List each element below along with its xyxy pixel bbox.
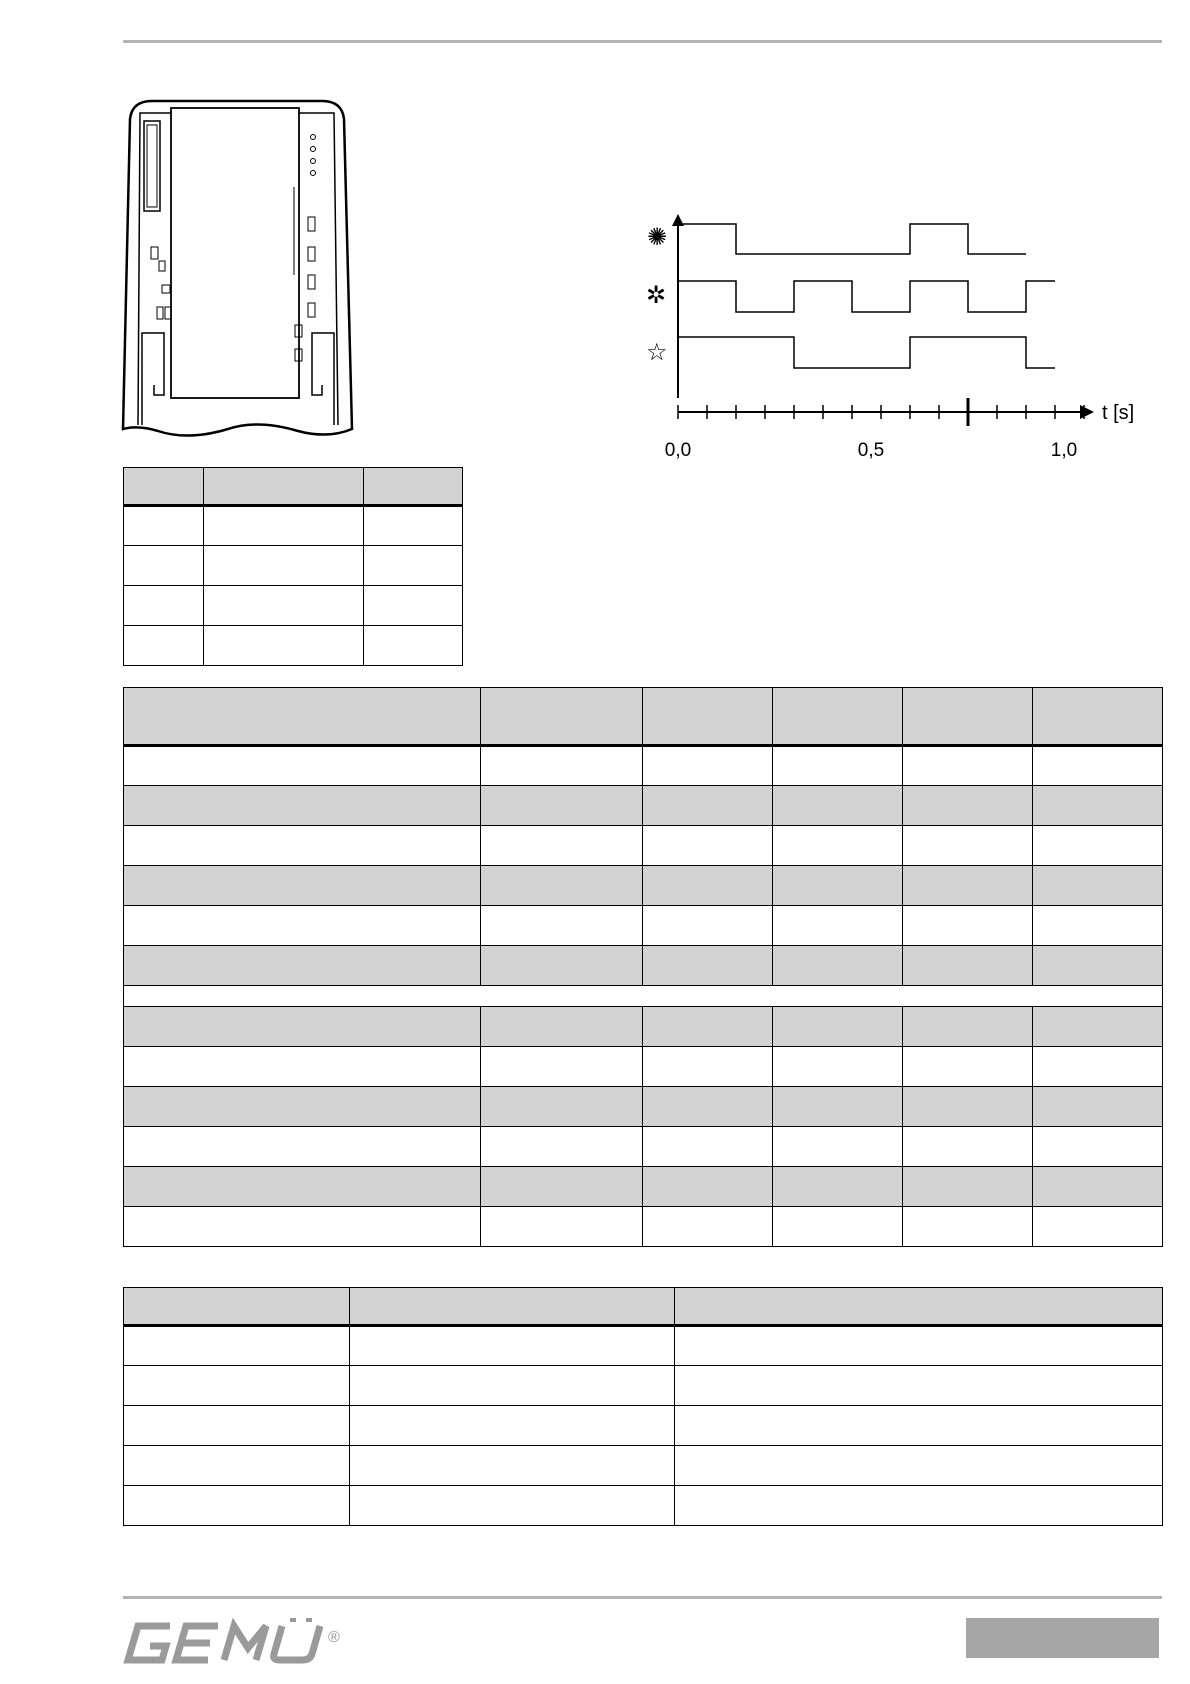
table-cell (481, 688, 643, 746)
table-cell (643, 826, 773, 866)
table-cell (643, 946, 773, 986)
table-cell (124, 746, 481, 786)
table-cell (481, 786, 643, 826)
table-cell (124, 1047, 481, 1087)
table-cell (1033, 1127, 1163, 1167)
table-cell (364, 506, 463, 546)
x-tick-label-mid: 0,5 (857, 440, 885, 461)
table-row (124, 1127, 1163, 1167)
table-row (124, 506, 463, 546)
table-cell (124, 1446, 350, 1486)
table-cell (1033, 1007, 1163, 1047)
table-cell (773, 826, 903, 866)
registered-mark: ® (328, 1629, 340, 1646)
table-row (124, 1366, 1163, 1406)
table-cell (481, 946, 643, 986)
table-cell (773, 746, 903, 786)
table-cell (903, 866, 1033, 906)
table-cell (903, 906, 1033, 946)
table-header-row (124, 468, 463, 506)
table-cell (903, 1207, 1033, 1247)
table-cell (1033, 1207, 1163, 1247)
table-cell (124, 468, 204, 506)
table-cell (773, 1167, 903, 1207)
table-cell (903, 786, 1033, 826)
table-cell (124, 1127, 481, 1167)
table-row (124, 1406, 1163, 1446)
table-cell (350, 1486, 675, 1526)
table-cell (675, 1486, 1163, 1526)
table-cell (124, 1486, 350, 1526)
small-table (123, 467, 463, 666)
table-cell (643, 866, 773, 906)
signal-icons (646, 223, 668, 366)
table-cell (643, 1007, 773, 1047)
table-cell (124, 626, 204, 666)
table-cell (204, 626, 364, 666)
table-cell (124, 866, 481, 906)
table-cell (675, 1366, 1163, 1406)
table-cell (675, 1406, 1163, 1446)
bottom-table (123, 1287, 1163, 1526)
table-row (124, 1007, 1163, 1047)
table-cell (124, 1087, 481, 1127)
table-cell (773, 1087, 903, 1127)
table-row (124, 906, 1163, 946)
table-cell (643, 688, 773, 746)
led-fast-flash-icon: ✲ (646, 281, 667, 309)
table-cell (204, 586, 364, 626)
table-row (124, 1326, 1163, 1366)
table-cell (773, 786, 903, 826)
table-cell (773, 1207, 903, 1247)
table-cell (350, 1288, 675, 1326)
table-cell (903, 746, 1033, 786)
table-cell (903, 946, 1033, 986)
table-cell (675, 1288, 1163, 1326)
table-row (124, 546, 463, 586)
table-cell (903, 1047, 1033, 1087)
table-cell (643, 906, 773, 946)
table-cell (124, 906, 481, 946)
table-cell (903, 688, 1033, 746)
table-cell (643, 786, 773, 826)
main-table (123, 687, 1163, 1247)
gemu-logo (120, 1618, 380, 1668)
table-cell (1033, 906, 1163, 946)
table-cell (364, 468, 463, 506)
table-cell (643, 746, 773, 786)
table-row (124, 866, 1163, 906)
table-cell (481, 906, 643, 946)
table-cell (643, 1087, 773, 1127)
signal-trace-led-fast-flash (678, 281, 1055, 312)
table-cell (1033, 1087, 1163, 1127)
table-cell (481, 1167, 643, 1207)
signal-trace-led-on (678, 224, 1026, 254)
table-cell (1033, 946, 1163, 986)
table-cell (350, 1366, 675, 1406)
table-cell (124, 1007, 481, 1047)
x-tick-label-end: 1,0 (1050, 440, 1078, 461)
table-cell (124, 786, 481, 826)
table-row (124, 586, 463, 626)
header-rule (123, 40, 1162, 43)
table-cell (124, 1326, 350, 1366)
table-cell (124, 1366, 350, 1406)
led-on-icon: ✺ (647, 223, 668, 251)
table-cell (350, 1406, 675, 1446)
table-cell (903, 826, 1033, 866)
table-row (124, 1087, 1163, 1127)
table-cell (124, 1288, 350, 1326)
table-cell (643, 1047, 773, 1087)
table-cell (124, 546, 204, 586)
table-cell (643, 1167, 773, 1207)
table-cell (124, 946, 481, 986)
footer-rule (123, 1596, 1162, 1599)
table-cell (1033, 866, 1163, 906)
table-cell (481, 746, 643, 786)
table-cell (675, 1446, 1163, 1486)
table-cell (773, 946, 903, 986)
table-cell (481, 1127, 643, 1167)
table-cell (773, 906, 903, 946)
table-row (124, 1486, 1163, 1526)
table-cell (350, 1326, 675, 1366)
table-cell (204, 506, 364, 546)
table-row (124, 1167, 1163, 1207)
x-axis-label: t [s] (1102, 402, 1135, 424)
table-cell (773, 1007, 903, 1047)
signal-trace-led-slow-flash (678, 337, 1055, 368)
table-cell (364, 546, 463, 586)
table-cell (124, 1207, 481, 1247)
led-slow-flash-icon: ☆ (646, 338, 668, 366)
table-cell (124, 1167, 481, 1207)
x-tick-label-start: 0,0 (664, 440, 692, 461)
table-row (124, 626, 463, 666)
table-cell (1033, 688, 1163, 746)
device-board-drawing (118, 95, 368, 435)
table-cell (124, 688, 481, 746)
table-row (124, 826, 1163, 866)
table-cell (903, 1007, 1033, 1047)
table-row (124, 746, 1163, 786)
table-cell (124, 586, 204, 626)
table-row (124, 1207, 1163, 1247)
table-cell (124, 506, 204, 546)
table-row (124, 1047, 1163, 1087)
led-timing-diagram (630, 210, 1135, 461)
table-row (124, 786, 1163, 826)
table-cell (773, 1047, 903, 1087)
page-number-box (966, 1618, 1159, 1658)
table-cell (481, 826, 643, 866)
table-row (124, 1446, 1163, 1486)
table-cell (204, 546, 364, 586)
table-cell (124, 826, 481, 866)
table-cell (773, 866, 903, 906)
table-cell (903, 1127, 1033, 1167)
table-cell (643, 1207, 773, 1247)
table-cell (481, 1087, 643, 1127)
table-cell (364, 586, 463, 626)
table-cell (675, 1326, 1163, 1366)
table-cell (1033, 826, 1163, 866)
table-cell (1033, 746, 1163, 786)
table-cell (204, 468, 364, 506)
table-cell (481, 1207, 643, 1247)
table-cell (481, 1047, 643, 1087)
table-cell (1033, 1047, 1163, 1087)
table-cell (364, 626, 463, 666)
table-row (124, 946, 1163, 986)
table-cell (1033, 786, 1163, 826)
table-cell (1033, 1167, 1163, 1207)
x-axis-arrow (1080, 405, 1094, 419)
table-cell (773, 1127, 903, 1167)
table-spacer-row (124, 986, 1163, 1007)
table-cell (773, 688, 903, 746)
table-cell (350, 1446, 675, 1486)
table-header-row (124, 1288, 1163, 1326)
table-header-row (124, 688, 1163, 746)
table-cell (124, 1406, 350, 1446)
table-cell (643, 1127, 773, 1167)
table-cell (903, 1167, 1033, 1207)
table-cell (481, 1007, 643, 1047)
table-cell (481, 866, 643, 906)
table-cell (124, 986, 1163, 1007)
table-cell (903, 1087, 1033, 1127)
